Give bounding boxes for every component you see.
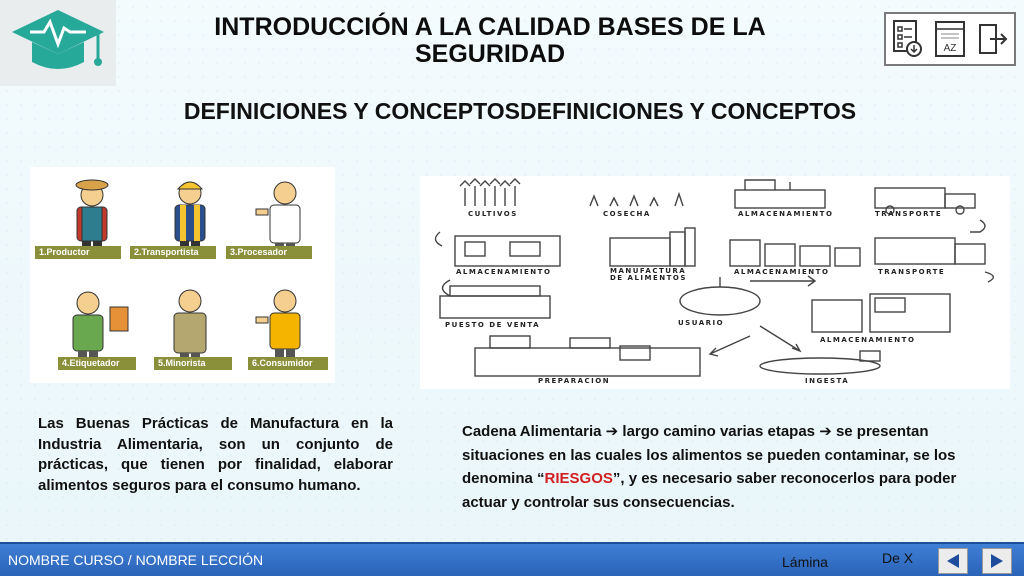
stage-label: PREPARACION — [538, 377, 611, 385]
slide-label: Lámina — [782, 554, 828, 570]
long-path-text: largo camino varias etapas — [622, 423, 816, 440]
arrow-right-icon: ➔ — [819, 422, 832, 440]
stage-label: COSECHA — [603, 210, 651, 218]
stage-label: ALMACENAMIENTO — [456, 268, 552, 276]
role-label-5: 5.Minorista — [154, 357, 232, 370]
checklist-download-icon — [890, 19, 924, 59]
stage-label: MANUFACTURA DE ALIMENTOS — [610, 267, 687, 282]
section-subtitle: DEFINICIONES Y CONCEPTOSDEFINICIONES Y CONCEPTOS — [183, 98, 857, 124]
glossary-az-icon — [933, 19, 967, 59]
conclusion-text: ”, y es necesario saber reconocerlos para poder actuar y controlar sus consecuencias. — [462, 470, 957, 511]
triangle-left-icon — [944, 552, 962, 570]
exit-button[interactable] — [974, 18, 1012, 60]
slide-count: De X — [882, 550, 914, 566]
contamination-text: se presentan situaciones en las cuales los alimentos se pueden contaminar, se los denomina “ — [462, 423, 956, 487]
stage-label: USUARIO — [678, 319, 725, 327]
stage-label: ALMACENAMIENTO — [734, 268, 830, 276]
stage-label: PUESTO DE VENTA — [445, 321, 541, 329]
role-label-6: 6.Consumidor — [248, 357, 328, 370]
stage-label: TRANSPORTE — [878, 268, 946, 276]
previous-slide-button[interactable] — [938, 548, 968, 574]
glossary-label: AZ — [943, 43, 957, 54]
exit-icon — [976, 19, 1010, 59]
page-title: INTRODUCCIÓN A LA CALIDAD BASES DE LA SEGURIDAD — [214, 13, 766, 68]
role-label-2: 2.Transportista — [130, 246, 216, 259]
workers-figures — [30, 167, 335, 383]
graduation-cap-pulse-icon — [8, 4, 108, 84]
toolbar — [884, 12, 1016, 66]
footer-bar — [0, 542, 1024, 576]
stage-label: ALMACENAMIENTO — [820, 336, 916, 344]
role-label-1: 1.Productor — [35, 246, 121, 259]
roles-illustration — [30, 167, 335, 383]
role-label-3: 3.Procesador — [226, 246, 312, 259]
bpm-definition-text: Las Buenas Prácticas de Manufactura en la Industria Alimentaria, son un conjunto de prácticas, que tienen por finalidad, elaborar alimentos seguros para el consumo humano. — [38, 415, 393, 494]
food-chain-illustration — [420, 176, 1010, 389]
logo — [0, 0, 116, 86]
checklist-download-button[interactable] — [888, 18, 926, 60]
riesgos-highlight: RIESGOS — [544, 470, 613, 487]
stage-label: TRANSPORTE — [875, 210, 943, 218]
stage-label: ALMACENAMIENTO — [738, 210, 834, 218]
stage-label: INGESTA — [805, 377, 850, 385]
role-label-4: 4.Etiquetador — [58, 357, 136, 370]
triangle-right-icon — [988, 552, 1006, 570]
food-chain-sketch — [420, 176, 1010, 389]
arrow-right-icon: ➔ — [605, 422, 619, 440]
food-chain-text — [462, 420, 1004, 514]
next-slide-button[interactable] — [982, 548, 1012, 574]
course-lesson-label: NOMBRE CURSO / NOMBRE LECCIÓN — [8, 552, 264, 568]
food-chain-term: Cadena Alimentaria — [462, 423, 602, 440]
glossary-button[interactable] — [931, 18, 969, 60]
stage-label: CULTIVOS — [468, 210, 518, 218]
